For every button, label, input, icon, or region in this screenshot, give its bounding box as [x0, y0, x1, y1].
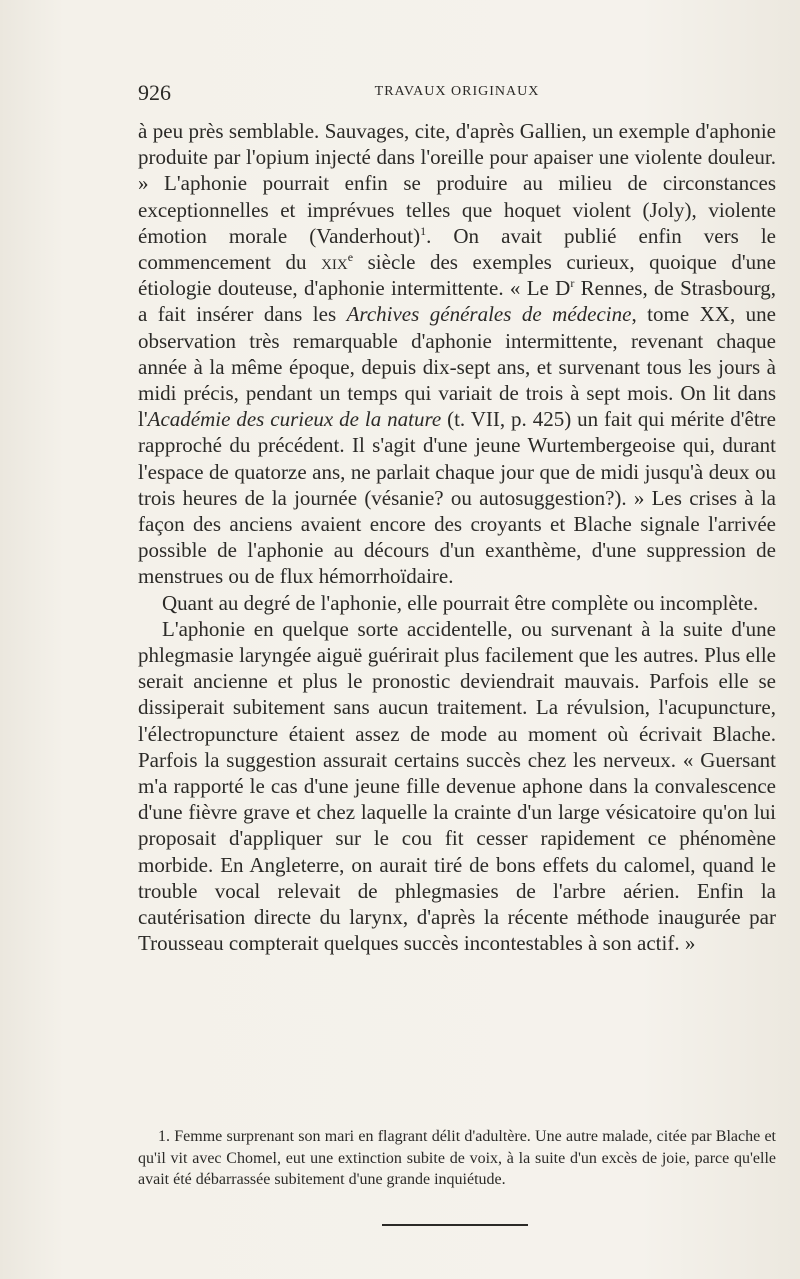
- main-text: [138, 118, 776, 957]
- footnote-1: 1. Femme surprenant son mari en flagrant délit d'adultère. Une autre malade, citée par Blache et qu'il vit avec Chomel, eut une extinction subite de voix, à la suite d'un excès de joie, parce qu'elle avait été débarrassée subitement d'une grande inquiétude.: [138, 1128, 776, 1188]
- paragraph-1: [138, 118, 776, 590]
- footnote-ref: 1: [420, 223, 427, 238]
- running-title: TRAVAUX ORIGINAUX: [374, 84, 540, 99]
- century-numeral: xix: [321, 250, 348, 275]
- paragraph-3: L'aphonie en quelque sorte accidentelle, ou survenant à la suite d'une phlegmasie laryngée aiguë guérirait plus facilement que les autres. Plus elle serait ancienne et plus le pronostic deviendrait mauvais. Parfois elle se dissiperait subitement sans aucun traitement. La révulsion, l'acupuncture, l'électropuncture étaient assez de mode au moment où écrivait Blache. Parfois la suggestion assurait certains succès chez les nerveux. « Guersant m'a rapporté le cas d'une jeune fille devenue aphone dans la convalescence d'une fièvre grave et chez laquelle la crainte d'un large vésicatoire qu'on lui proposait d'appliquer sur le cou fit cesser rapidement ce phénomène morbide. En Angleterre, on aurait tiré de bons effets du calomel, quand le trouble vocal relevait de phlegmasies de l'arbre aérien. Enfin la cautérisation directe du larynx, d'après la récente méthode inaugurée par Trousseau compterait quelques succès incontestables à son actif. »: [138, 616, 776, 956]
- paragraph-1-text-e: , tome XX, une observation très remarquable d'aphonie intermittente, revenant chaque année à la même époque, depuis dix-sept ans, et survenant tous les jours à midi précis, pendant un temps qui variait de trois à sept mois. On lit dans l': [138, 302, 776, 432]
- paragraph-2: Quant au degré de l'aphonie, elle pourrait être complète ou incomplète.: [162, 590, 759, 615]
- paragraph-1-text-a: à peu près semblable. Sauvages, cite, d'après Gallien, un exemple d'aphonie produite par l'opium injecté dans l'oreille pour apaiser une violente douleur. » L'aphonie pourrait enfin se produire au milieu de circonstances exceptionnelles et imprévues telles que hoquet violent (Joly), violente émotion morale (Vanderhout): [138, 119, 776, 248]
- century-superscript: e: [347, 250, 354, 265]
- paragraph-1-text-f: (t. VII, p. 425) un fait qui mérite d'être rapproché du précédent. Il s'agit d'une jeune Wurtembergeoise qui, durant l'espace de quatorze ans, ne parlait chaque jour que de midi jusqu'à deux ou trois heures de la journée (vésanie? ou autosuggestion?). » Les crises à la façon des anciens avaient encore des croyants et Blache signale l'arrivée possible de l'aphonie au décours d'un exanthème, d'une suppression de menstrues ou de flux hémorrhoïdaire.: [138, 407, 776, 589]
- journal-title: Archives générales de médecine: [346, 302, 632, 327]
- paragraph-1-text-c: siècle des exemples curieux, quoique d'une étiologie douteuse, d'aphonie intermittente. « Le D: [138, 250, 776, 301]
- page-number: 926: [138, 80, 171, 105]
- footnotes: [138, 1126, 776, 1191]
- paragraph-1-text-d: Rennes, de Strasbourg, a fait insérer dans les: [138, 276, 776, 327]
- paragraph-1-text-b: . On avait publié enfin vers le commencement du: [138, 223, 776, 275]
- page-header: [138, 80, 776, 110]
- book-title: Académie des curieux de la nature: [147, 407, 442, 432]
- bottom-rule: [382, 1224, 528, 1226]
- doctor-superscript: r: [570, 276, 575, 291]
